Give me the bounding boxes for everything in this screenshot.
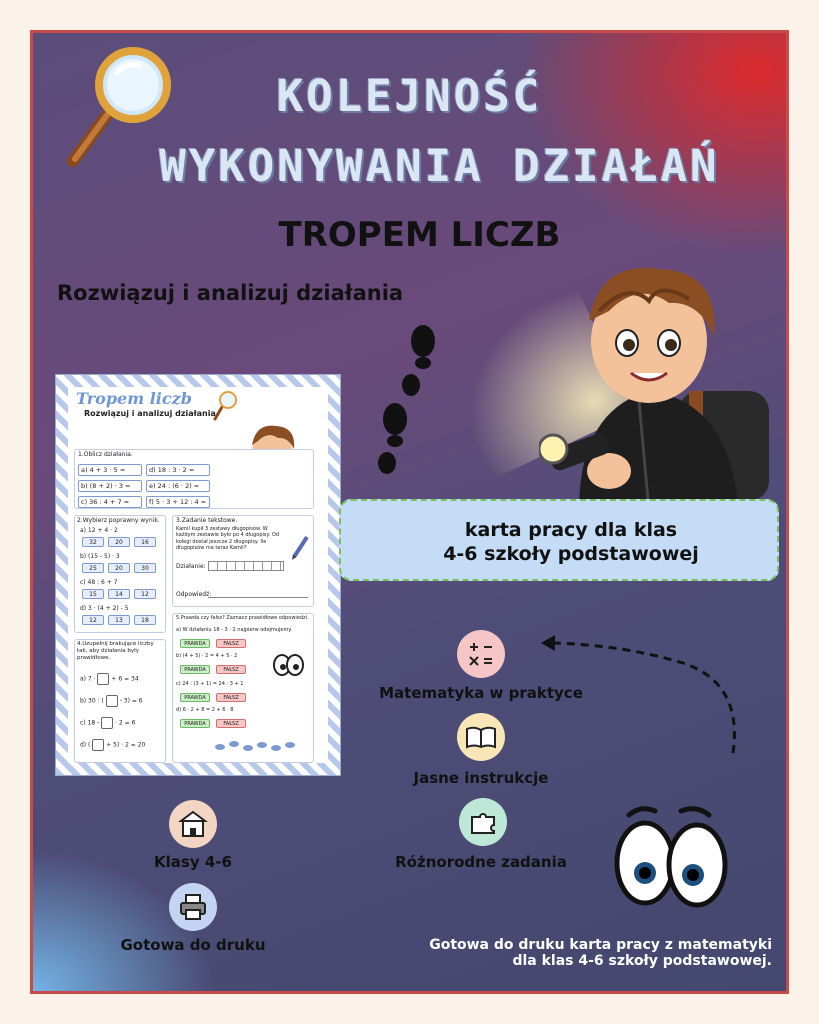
task-2-question: c) 48 : 6 + 7 <box>80 579 118 586</box>
blank-box[interactable] <box>92 739 104 751</box>
math-symbols-icon <box>457 630 505 678</box>
task-4-item: a) 7 · + 6 = 34 <box>80 673 139 685</box>
footprints-icon <box>373 323 453 483</box>
answer-line <box>208 597 308 598</box>
info-panel <box>339 499 779 581</box>
task-3-heading: 3.Zadanie tekstowe. <box>176 517 238 524</box>
bottom-note-line-1: Gotowa do druku karta pracy z matematyki <box>429 937 772 953</box>
task-1-item: b) (8 + 2) · 3 = <box>78 480 142 492</box>
task-4-item: d) ( + 5) · 2 = 20 <box>80 739 145 751</box>
feature-label: Różnorodne zadania <box>395 853 567 871</box>
footprints-icon <box>214 739 302 755</box>
answer-option: 30 <box>134 563 156 573</box>
false-button[interactable]: FAŁSZ <box>216 719 246 728</box>
false-button[interactable]: FAŁSZ <box>216 639 246 648</box>
task-4-heading: 4.Uzupełnij brakujące liczby tak, aby działania były prawidłowe. <box>77 641 154 661</box>
true-button[interactable]: PRAWDA <box>180 665 210 674</box>
true-button[interactable]: PRAWDA <box>180 639 210 648</box>
poster <box>30 30 789 994</box>
answer-option: 15 <box>82 589 104 599</box>
worksheet-title: Tropem liczb <box>76 389 192 408</box>
true-button[interactable]: PRAWDA <box>180 719 210 728</box>
worksheet-preview <box>55 374 341 776</box>
task-5-statement: a) W działaniu 18 - 3 · 2 najpierw odejmujemy. <box>176 627 293 633</box>
false-button[interactable]: FAŁSZ <box>216 665 246 674</box>
task-2-question: d) 3 · (4 + 2) - 5 <box>80 605 129 612</box>
true-button[interactable]: PRAWDA <box>180 693 210 702</box>
task-3-calc-label: Działanie: <box>176 563 206 570</box>
title-line-1: KOLEJNOŚĆ <box>276 71 543 122</box>
task-5-statement: b) (4 + 5) · 2 = 4 + 5 · 2 <box>176 653 238 659</box>
bottom-note <box>429 937 772 969</box>
task-5-heading: 5.Prawda czy fałsz? Zaznacz prawidłowe odpowiedzi. <box>176 615 309 621</box>
book-icon <box>457 713 505 761</box>
task-2-question: a) 12 + 4 · 2 <box>80 527 118 534</box>
task-1-heading: 1.Oblicz działania. <box>78 451 133 458</box>
task-1-item: c) 36 : 4 + 7 = <box>78 496 142 508</box>
task-3-text: Kamil kupił 3 zestawy długopisów. W każdym zestawie było po 4 długopisy. Od kolegi dostał jeszcze 2 długopisy. Ile długopisów ma teraz Kamil? <box>176 526 280 551</box>
task-2-question: b) (15 - 5) · 3 <box>80 553 120 560</box>
title-line-2: WYKONYWANIA DZIAŁAŃ <box>159 141 720 192</box>
task-3-answer-label: Odpowiedź: <box>176 591 212 598</box>
info-line-2: 4-6 szkoły podstawowej <box>443 543 699 565</box>
task-4-item: b) 30 : ( - 3) = 6 <box>80 695 143 707</box>
blank-box[interactable] <box>97 673 109 685</box>
answer-option: 20 <box>108 537 130 547</box>
task-5-statement: d) 6 · 2 + 8 = 2 + 6 · 8 <box>176 707 234 713</box>
answer-option: 16 <box>134 537 156 547</box>
feature-label: Klasy 4-6 <box>154 853 232 871</box>
blank-box[interactable] <box>106 695 118 707</box>
subtitle: TROPEM LICZB <box>278 215 561 255</box>
task-2-heading: 2.Wybierz poprawny wynik. <box>77 517 160 524</box>
feature-label: Jasne instrukcje <box>413 769 549 787</box>
info-line-1: karta pracy dla klas <box>464 519 678 541</box>
task-1-item: d) 18 : 3 · 2 = <box>146 464 210 476</box>
task-4-item: c) 18 - · 2 = 6 <box>80 717 135 729</box>
answer-option: 12 <box>82 615 104 625</box>
puzzle-icon <box>459 798 507 846</box>
tagline: Rozwiązuj i analizuj działania <box>57 281 404 305</box>
school-icon <box>169 800 217 848</box>
answer-option: 20 <box>108 563 130 573</box>
printer-icon <box>169 883 217 931</box>
boy-detective-illustration <box>539 241 779 511</box>
answer-option: 13 <box>108 615 130 625</box>
bottom-note-line-2: dla klas 4-6 szkoły podstawowej. <box>512 953 772 970</box>
pencil-icon <box>290 535 310 561</box>
task-1-item: f) 5 · 3 + 12 : 4 = <box>146 496 210 508</box>
feature-label: Matematyka w praktyce <box>379 684 583 702</box>
worksheet-subtitle: Rozwiązuj i analizuj działania <box>84 409 216 418</box>
answer-option: 25 <box>82 563 104 573</box>
cartoon-eyes-icon <box>272 649 304 677</box>
false-button[interactable]: FAŁSZ <box>216 693 246 702</box>
answer-option: 12 <box>134 589 156 599</box>
answer-option: 14 <box>108 589 130 599</box>
task-5-statement: c) 24 : (3 + 1) = 24 : 3 + 1 <box>176 681 244 687</box>
calc-grid <box>208 561 284 571</box>
task-1-item: e) 24 : (6 · 2) = <box>146 480 210 492</box>
feature-label: Gotowa do druku <box>120 936 266 954</box>
worksheet-page <box>68 387 328 763</box>
answer-option: 18 <box>134 615 156 625</box>
task-1-item: a) 4 + 3 · 5 = <box>78 464 142 476</box>
answer-option: 32 <box>82 537 104 547</box>
blank-box[interactable] <box>101 717 113 729</box>
cartoon-eyes-icon <box>611 803 731 913</box>
